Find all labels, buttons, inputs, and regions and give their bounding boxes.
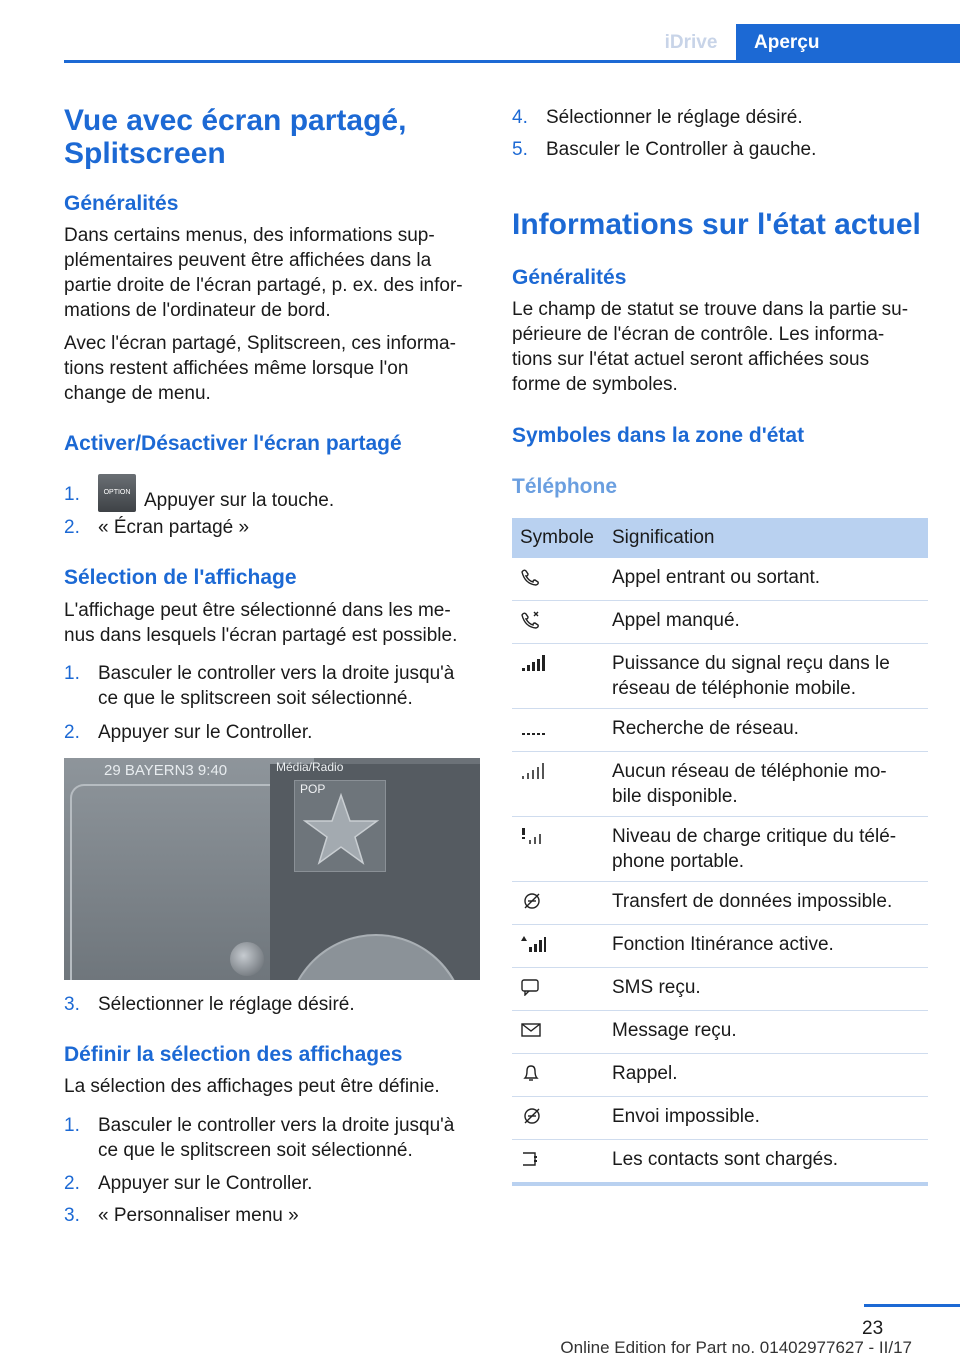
generalites-heading: Généralités [64, 192, 179, 215]
generalites-paragraph-2: Avec l'écran partagé, Splitscreen, ces informa‐ tions restent affichées même lorsque l'on change de menu. [64, 333, 456, 404]
header-tab-idrive[interactable]: iDrive [664, 32, 718, 53]
table-row: Envoi impossible. [512, 1097, 928, 1140]
online-edition-label: Online Edition for Part no. 01402977627 - II/17 [560, 1338, 912, 1357]
activer-heading: Activer/Désactiver l'écran partagé [64, 432, 402, 455]
selection-paragraph: L'affichage peut être sélectionné dans les me‐ nus dans lesquels l'écran partagé est possible. [64, 600, 458, 646]
low-battery-icon [520, 827, 546, 845]
screen-frame [70, 784, 302, 980]
no-network-icon [520, 762, 546, 780]
generalites-paragraph-1: Dans certains menus, des informations sup‐ plémentaires peuvent être affichées dans la partie droite de l'écran partagé, p. ex. des infor‐ mations de l'ordinateur de bord. [64, 225, 463, 321]
header-rule [64, 60, 960, 63]
symbol-table [512, 518, 928, 1186]
table-header-signification: Signification [604, 518, 928, 558]
missed-call-icon [520, 611, 546, 629]
signal-strength-icon [520, 654, 546, 672]
table-row: Aucun réseau de téléphonie mo‐ bile disponible. [512, 752, 928, 817]
table-row: Fonction Itinérance active. [512, 925, 928, 968]
screen-controller-knob [230, 942, 264, 976]
contacts-loaded-icon [520, 1150, 546, 1168]
screen-genre-label: POP [300, 782, 326, 796]
header-tab-apercu[interactable]: Aperçu [736, 24, 960, 62]
screen-station-line: 29 BAYERN3 9:40 [104, 762, 228, 779]
symboles-heading: Symboles dans la zone d'état [512, 424, 805, 447]
network-search-icon [520, 719, 546, 737]
table-row: SMS reçu. [512, 968, 928, 1011]
roaming-icon [520, 935, 546, 953]
table-row: Recherche de réseau. [512, 709, 928, 752]
table-row: Puissance du signal reçu dans le réseau de téléphonie mobile. [512, 644, 928, 709]
generalites-heading-right: Généralités [512, 266, 627, 289]
footer-rule [864, 1304, 960, 1307]
page-number: 23 [862, 1318, 884, 1339]
table-header-row [512, 518, 928, 558]
table-row: Appel manqué. [512, 601, 928, 644]
table-row: Niveau de charge critique du télé‐ phone portable. [512, 817, 928, 882]
selection-heading: Sélection de l'affichage [64, 566, 297, 589]
phone-icon [520, 568, 546, 586]
option-button-icon: OPTION [98, 474, 136, 512]
table-row: Transfert de données impossible. [512, 882, 928, 925]
splitscreen-photo [64, 758, 480, 980]
table-row: Message reçu. [512, 1011, 928, 1054]
no-data-transfer-icon [520, 892, 546, 910]
definir-heading: Définir la sélection des affichages [64, 1043, 403, 1066]
sms-icon [520, 978, 546, 996]
definir-paragraph: La sélection des affichages peut être définie. [64, 1076, 440, 1097]
telephone-heading: Téléphone [512, 475, 618, 498]
table-row: Appel entrant ou sortant. [512, 558, 928, 601]
message-icon [520, 1021, 546, 1039]
page-title: Vue avec écran partagé, Splitscreen [64, 104, 407, 170]
table-header-symbole: Symbole [512, 518, 604, 558]
table-row: Rappel. [512, 1054, 928, 1097]
reminder-bell-icon [520, 1064, 546, 1082]
send-failed-icon [520, 1107, 546, 1125]
screen-media-label: Média/Radio [276, 760, 344, 774]
table-row: Les contacts sont chargés. [512, 1140, 928, 1185]
generalites-paragraph-right: Le champ de statut se trouve dans la partie su‐ périeure de l'écran de contrôle. Les informa‐ tions sur l'état actuel seront affichées sous forme de symboles. [512, 299, 909, 395]
section-title-etat: Informations sur l'état actuel [512, 208, 921, 241]
